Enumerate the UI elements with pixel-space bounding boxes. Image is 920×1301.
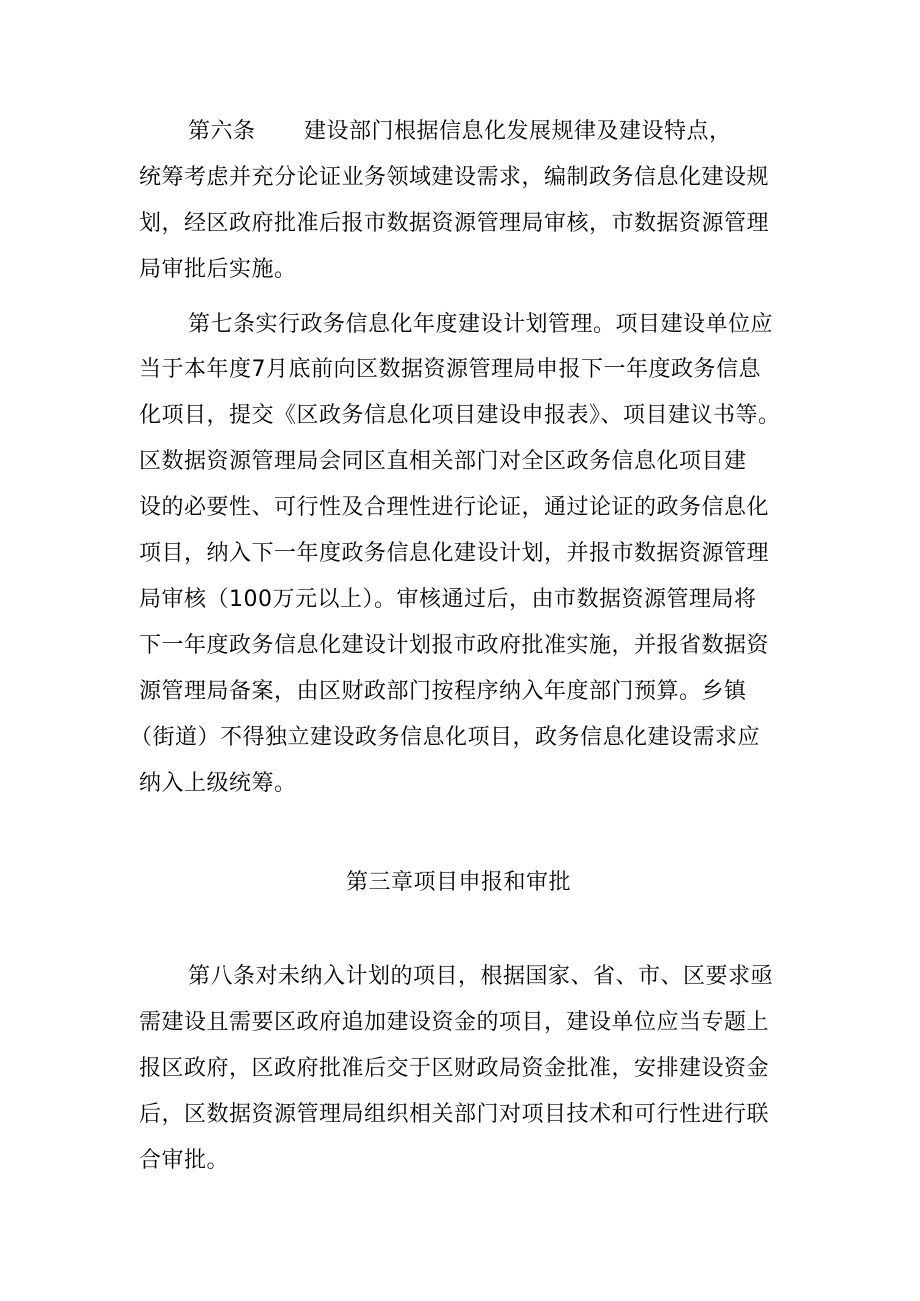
article7-line-6: 项目，纳入下一年度政务信息化建设计划，并报市数据资源管理 xyxy=(139,541,770,566)
article6-line-2: 统筹考虑并充分论证业务领域建设需求，编制政务信息化建设规 xyxy=(139,165,770,190)
article7-line-3: 化项目，提交《区政务信息化项目建设申报表》、项目建议书等。 xyxy=(139,403,781,428)
article7-line-5: 设的必要性、可行性及合理性进行论证，通过论证的政务信息化 xyxy=(139,495,770,520)
article6-line-3: 划，经区政府批准后报市数据资源管理局审核，市数据资源管理 xyxy=(139,211,770,236)
article8-line-4: 后，区数据资源管理局组织相关部门对项目技术和可行性进行联 xyxy=(139,1102,770,1127)
article7-line-11: 纳入上级统筹。 xyxy=(139,771,297,796)
article7-line-10: （街道）不得独立建设政务信息化项目，政务信息化建设需求应 xyxy=(130,725,761,750)
article7-line-8: 下一年度政务信息化建设计划报市政府批准实施，并报省数据资 xyxy=(139,633,770,658)
article8-line-5: 合审批。 xyxy=(139,1148,230,1173)
article7-line-9: 源管理局备案，由区财政部门按程序纳入年度部门预算。乡镇 xyxy=(139,679,747,704)
article7-line-4: 区数据资源管理局会同区直相关部门对全区政务信息化项目建 xyxy=(139,449,747,474)
article8-line-3: 报区政府，区政府批准后交于区财政局资金批准，安排建设资金 xyxy=(139,1056,770,1081)
chapter-title: 第三章项目申报和审批 xyxy=(346,870,572,895)
article8-line-1: 第八条对未纳入计划的项目，根据国家、省、市、区要求亟 xyxy=(188,964,774,989)
article8-line-2: 需建设且需要区政府追加建设资金的项目，建设单位应当专题上 xyxy=(139,1010,770,1035)
article7-line-1: 第七条实行政务信息化年度建设计划管理。项目建设单位应 xyxy=(188,312,774,337)
article7-line-2: 当于本年度7月底前向区数据资源管理局申报下一年度政务信息 xyxy=(139,357,761,382)
article6-line-4: 局审批后实施。 xyxy=(139,257,297,282)
article6-line-1: 建设部门根据信息化发展规律及建设特点， xyxy=(304,119,732,144)
article7-line-7: 局审核（100万元以上）。审核通过后，由市数据资源管理局将 xyxy=(139,587,757,612)
article6-heading: 第六条 xyxy=(188,119,256,144)
